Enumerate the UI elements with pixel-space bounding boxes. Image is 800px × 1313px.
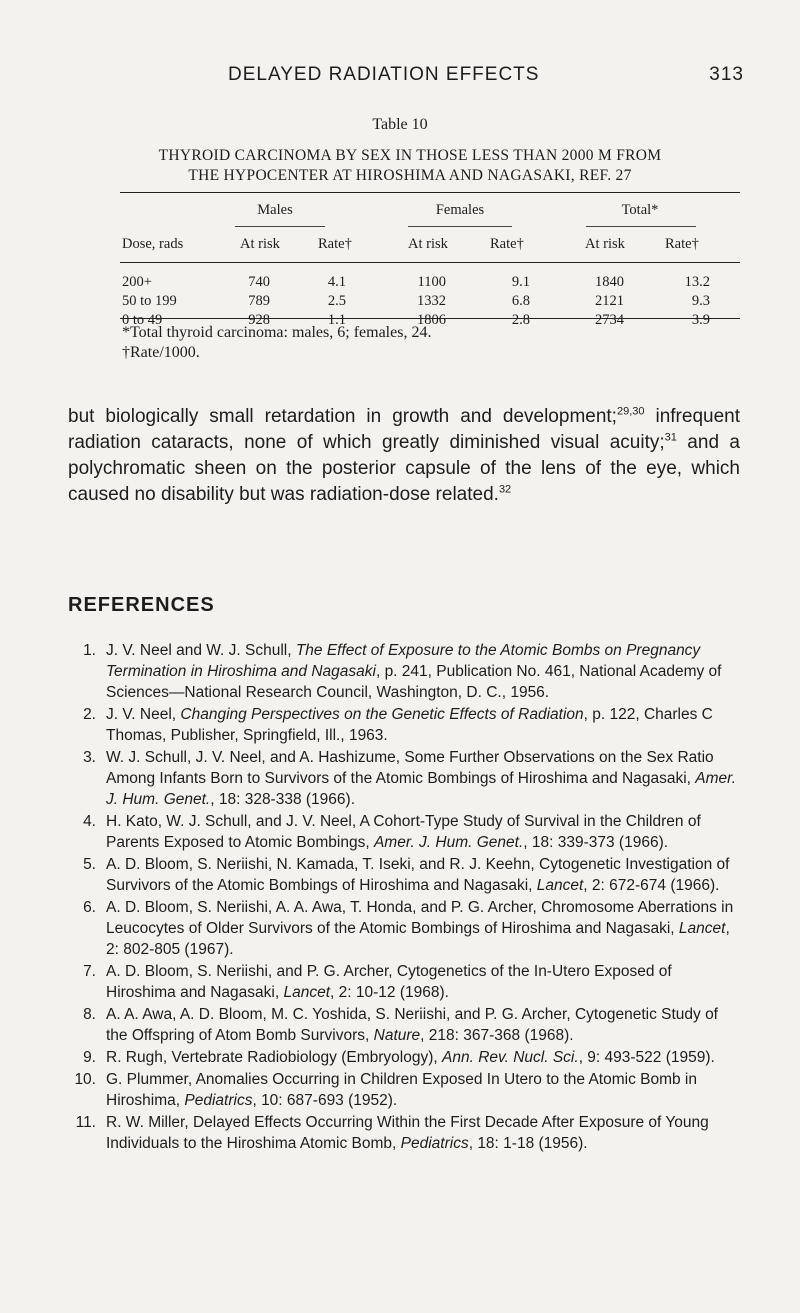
table-bottom-rule bbox=[120, 318, 740, 319]
column-header: Rate† bbox=[665, 236, 699, 252]
reference-item bbox=[68, 1004, 743, 1046]
column-header: Rate† bbox=[318, 236, 352, 252]
reference-item bbox=[68, 897, 743, 960]
body-text-segment: infrequent radiation cataracts, none of which greatly diminished visual acuity; bbox=[68, 406, 740, 453]
table-cell: 50 to 199 bbox=[122, 293, 177, 309]
reference-authors-text: A. D. Bloom, S. Neriishi, N. Kamada, T. Iseki, and R. J. Keehn, Cytogenetic Investigation of Survivors of the Atomic Bombings of Hiroshima and Nagasaki, bbox=[106, 856, 730, 894]
body-text-segment: but biologically small retardation in growth and development; bbox=[68, 406, 617, 427]
reference-authors-text: A. D. Bloom, S. Neriishi, and P. G. Archer, Cytogenetics of the In-Utero Exposed of Hiroshima and Nagasaki, bbox=[106, 963, 672, 1001]
reference-item bbox=[68, 854, 743, 896]
reference-number: 2. bbox=[83, 706, 96, 723]
column-header: At risk bbox=[408, 236, 448, 252]
reference-item bbox=[68, 704, 743, 746]
reference-number: 10. bbox=[74, 1071, 96, 1088]
table-footnote: †Rate/1000. bbox=[122, 344, 200, 361]
reference-number: 1. bbox=[83, 642, 96, 659]
reference-authors-text: J. V. Neel and W. J. Schull, bbox=[106, 642, 296, 659]
column-header: Rate† bbox=[490, 236, 524, 252]
table-label: Table 10 bbox=[372, 116, 428, 133]
table-cell: 3.9 bbox=[691, 312, 710, 328]
table-cell: 2734 bbox=[595, 312, 624, 328]
reference-title: Changing Perspectives on the Genetic Effects of Radiation bbox=[180, 706, 584, 723]
table-cell: 1806 bbox=[417, 312, 446, 328]
reference-details: , 2: 672-674 (1966). bbox=[583, 877, 720, 894]
reference-title: Ann. Rev. Nucl. Sci. bbox=[442, 1049, 579, 1066]
references-list bbox=[68, 640, 743, 1155]
reference-number: 11. bbox=[75, 1114, 96, 1131]
reference-details: , 18: 328-338 (1966). bbox=[210, 791, 356, 808]
reference-number: 6. bbox=[83, 899, 96, 916]
table-caption bbox=[110, 146, 710, 186]
body-paragraph bbox=[68, 404, 740, 508]
table-cell: 9.1 bbox=[511, 274, 530, 290]
table-cell: 789 bbox=[248, 293, 270, 309]
reference-item bbox=[68, 640, 743, 703]
page-number: 313 bbox=[709, 64, 744, 85]
reference-title: Amer. J. Hum. Genet. bbox=[106, 770, 737, 808]
reference-item bbox=[68, 961, 743, 1003]
reference-authors-text: W. J. Schull, J. V. Neel, and A. Hashizume, Some Further Observations on the Sex Ratio Among Infants Born to Survivors of the Atomic Bombings of Hiroshima and Nagasaki, bbox=[106, 749, 714, 787]
reference-number: 8. bbox=[83, 1006, 96, 1023]
table-cell: 9.3 bbox=[691, 293, 710, 309]
reference-authors-text: J. V. Neel, bbox=[106, 706, 181, 723]
reference-title: Lancet bbox=[283, 984, 331, 1001]
table-footnotes bbox=[122, 320, 740, 363]
reference-title: Amer. J. Hum. Genet. bbox=[373, 834, 524, 851]
table-cell: 13.2 bbox=[684, 274, 710, 290]
body-text-segment: and a polychromatic sheen on the posterior capsule of the lens of the eye, which caused no disability but was radiation-dose related. bbox=[68, 432, 740, 505]
reference-details: , p. 122, Charles C Thomas, Publisher, Springfield, Ill., 1963. bbox=[106, 706, 713, 744]
table-caption-line: THYROID CARCINOMA BY SEX IN THOSE LESS THAN 2000 M FROM bbox=[158, 147, 662, 164]
table-cell: 4.1 bbox=[327, 274, 346, 290]
reference-authors-text: A. D. Bloom, S. Neriishi, A. A. Awa, T. Honda, and P. G. Archer, Chromosome Aberrations in Leucocytes of Older Survivors of the Atomic Bombings of Hiroshima and Nagasaki, bbox=[106, 899, 734, 937]
citation-superscript: 32 bbox=[498, 483, 512, 496]
table-header-rule bbox=[120, 262, 740, 263]
group-rule bbox=[408, 226, 512, 227]
table-cell: 1100 bbox=[417, 274, 446, 290]
reference-details: , 18: 1-18 (1956). bbox=[468, 1135, 588, 1152]
reference-title: Pediatrics bbox=[400, 1135, 469, 1152]
reference-item bbox=[68, 1069, 743, 1111]
reference-number: 7. bbox=[83, 963, 96, 980]
group-rule bbox=[586, 226, 696, 227]
column-header: At risk bbox=[240, 236, 280, 252]
reference-title: Lancet bbox=[536, 877, 584, 894]
column-header: Dose, rads bbox=[122, 236, 184, 252]
table-footnote: *Total thyroid carcinoma: males, 6; females, 24. bbox=[122, 324, 432, 341]
table-cell: 1840 bbox=[595, 274, 624, 290]
table-cell: 2.8 bbox=[511, 312, 530, 328]
reference-authors-text: R. Rugh, Vertebrate Radiobiology (Embryology), bbox=[106, 1049, 442, 1066]
reference-details: , 18: 339-373 (1966). bbox=[523, 834, 669, 851]
reference-details: , 2: 802-805 (1967). bbox=[106, 920, 730, 958]
reference-number: 4. bbox=[83, 813, 96, 830]
table-cell: 2121 bbox=[595, 293, 624, 309]
reference-details: , 9: 493-522 (1959). bbox=[578, 1049, 715, 1066]
reference-title: Lancet bbox=[678, 920, 726, 937]
reference-title: The Effect of Exposure to the Atomic Bombs on Pregnancy Termination in Hiroshima and Nagasaki bbox=[106, 642, 701, 680]
reference-details: , 218: 367-368 (1968). bbox=[420, 1027, 574, 1044]
reference-item bbox=[68, 1047, 743, 1068]
table-cell: 2.5 bbox=[327, 293, 346, 309]
citation-superscript: 31 bbox=[664, 431, 677, 444]
reference-authors-text: G. Plummer, Anomalies Occurring in Children Exposed In Utero to the Atomic Bomb in Hiroshima, bbox=[106, 1071, 697, 1109]
table-cell: 6.8 bbox=[511, 293, 530, 309]
table-cell: 1.1 bbox=[327, 312, 346, 328]
group-header-females: Females bbox=[435, 202, 485, 218]
reference-item bbox=[68, 1112, 743, 1154]
reference-authors-text: H. Kato, W. J. Schull, and J. V. Neel, A Cohort-Type Study of Survival in the Children of Parents Exposed to Atomic Bombings, bbox=[106, 813, 701, 851]
running-header bbox=[228, 64, 744, 86]
reference-number: 9. bbox=[83, 1049, 96, 1066]
group-header-total: Total* bbox=[621, 202, 659, 218]
table-cell: 740 bbox=[248, 274, 270, 290]
table-cell: 0 to 49 bbox=[122, 312, 163, 328]
reference-number: 5. bbox=[83, 856, 96, 873]
reference-title: Pediatrics bbox=[184, 1092, 253, 1109]
group-header-males: Males bbox=[257, 202, 293, 218]
reference-authors-text: A. A. Awa, A. D. Bloom, M. C. Yoshida, S. Neriishi, and P. G. Archer, Cytogenetic Study of the Offspring of Atom Bomb Survivors, bbox=[106, 1006, 718, 1044]
citation-superscript: 29,30 bbox=[616, 405, 645, 418]
table-cell: 200+ bbox=[122, 274, 152, 290]
reference-item bbox=[68, 747, 743, 810]
reference-item bbox=[68, 811, 743, 853]
table-cell: 928 bbox=[248, 312, 270, 328]
reference-number: 3. bbox=[83, 749, 96, 766]
reference-title: Nature bbox=[373, 1027, 421, 1044]
column-header: At risk bbox=[585, 236, 625, 252]
reference-details: , 2: 10-12 (1968). bbox=[330, 984, 449, 1001]
reference-authors-text: R. W. Miller, Delayed Effects Occurring Within the First Decade After Exposure of Young Individuals to the Hiroshima Atomic Bomb, bbox=[106, 1114, 709, 1152]
group-rule bbox=[235, 226, 325, 227]
references-heading: REFERENCES bbox=[68, 594, 215, 616]
running-header-title: DELAYED RADIATION EFFECTS bbox=[228, 64, 540, 85]
table-top-rule bbox=[120, 192, 740, 193]
reference-details: , p. 241, Publication No. 461, National Academy of Sciences—National Research Council, Washington, D. C., 1956. bbox=[106, 663, 722, 701]
table-caption-line: THE HYPOCENTER AT HIROSHIMA AND NAGASAKI, REF. 27 bbox=[188, 167, 632, 184]
table-cell: 1332 bbox=[417, 293, 446, 309]
reference-details: , 10: 687-693 (1952). bbox=[252, 1092, 398, 1109]
